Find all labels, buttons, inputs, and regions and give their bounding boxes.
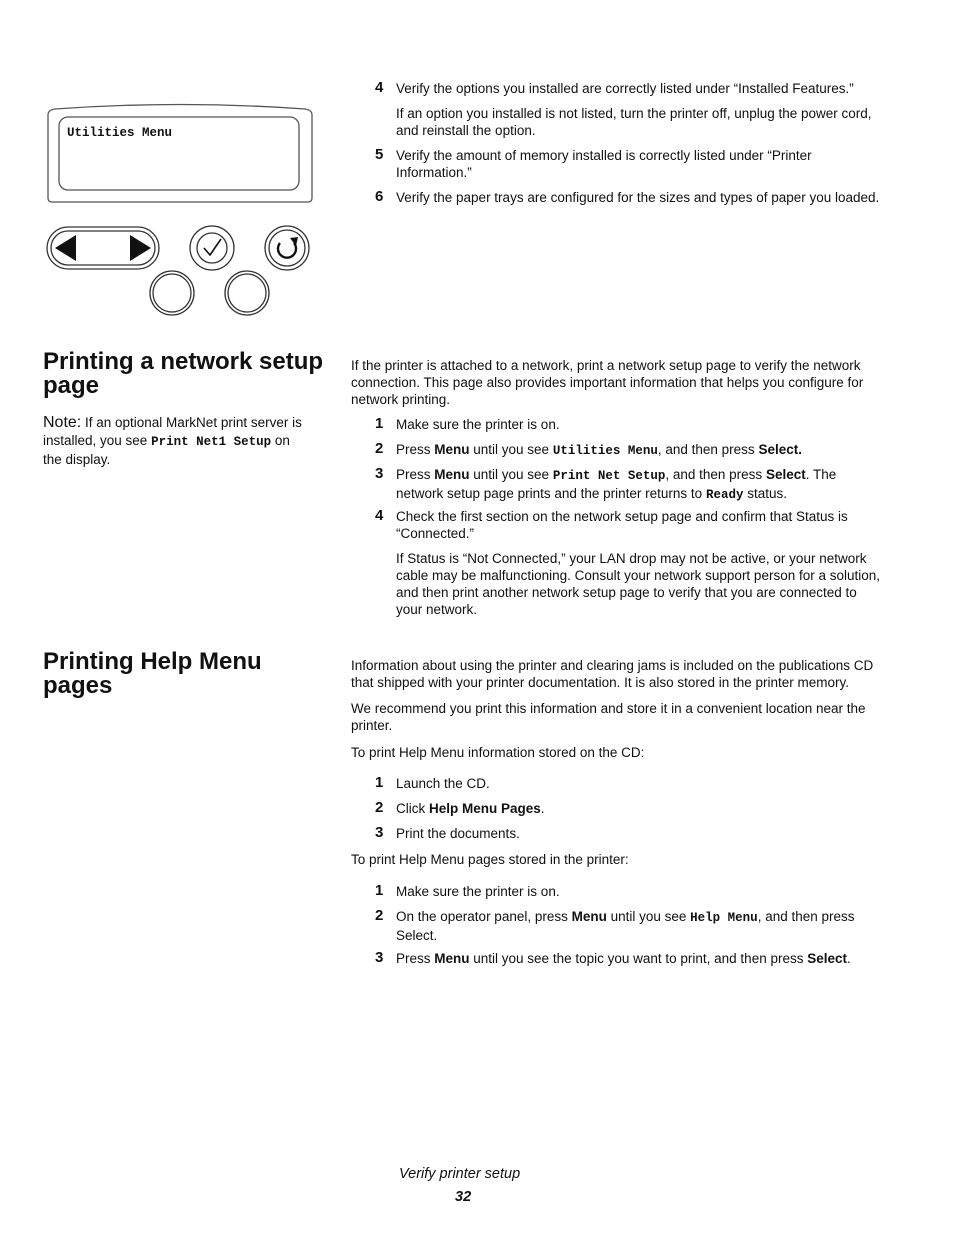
- footer-title: Verify printer setup: [399, 1166, 521, 1182]
- paragraph: Information about using the printer and clearing jams is included on the publications CD that shipped with your printer documentation. It is also stored in the printer memory.: [351, 658, 874, 690]
- lcd-display-text: Utilities Menu: [67, 126, 173, 140]
- paragraph: To print Help Menu pages stored in the printer:: [351, 852, 629, 867]
- menu-button-right[interactable]: [225, 271, 269, 315]
- intro-paragraph: If the printer is attached to a network, print a network setup page to verify the network connection. This page also provides important information that helps you configure for network printing.: [351, 358, 864, 407]
- step-sub-paragraph: If Status is “Not Connected,” your LAN drop may not be active, or your network cable may be malfunctioning. Consult your network support person for a solution, and then print another network setup page to verify that you are connected to your network.: [396, 551, 881, 617]
- step-sub-paragraph: If an option you installed is not listed, turn the printer off, unplug the power cord, and reinstall the option.: [396, 106, 872, 138]
- page-number: 32: [455, 1189, 472, 1205]
- note: Note: If an optional MarkNet print server is installed, you see Print Net1 Setup on the display.: [43, 414, 302, 467]
- section-heading: Printing a network setup page: [43, 348, 324, 399]
- return-button[interactable]: [265, 226, 309, 270]
- select-button[interactable]: [190, 226, 234, 270]
- paragraph: To print Help Menu information stored on the CD:: [351, 745, 645, 760]
- section-heading: Printing Help Menu pages: [43, 648, 262, 699]
- menu-button-left[interactable]: [150, 271, 194, 315]
- arrow-button[interactable]: [47, 227, 159, 269]
- paragraph: We recommend you print this information and store it in a convenient location near the printer.: [351, 701, 866, 733]
